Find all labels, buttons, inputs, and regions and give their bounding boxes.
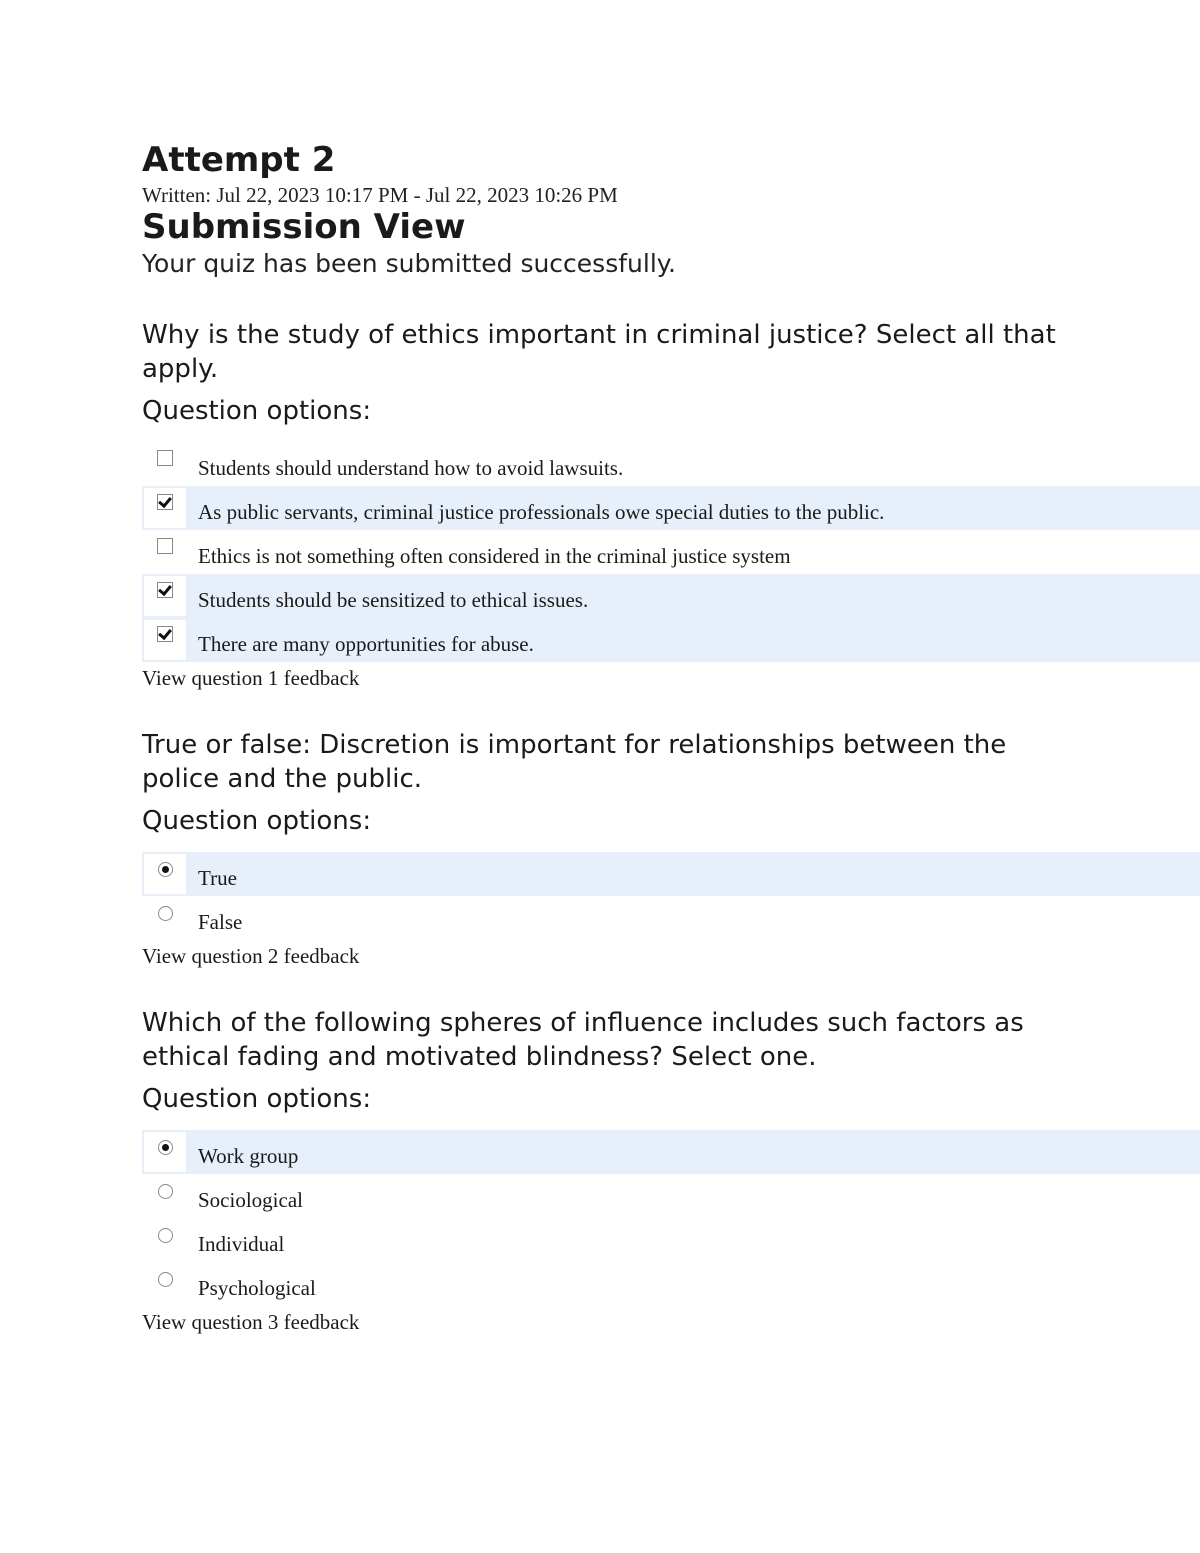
option-item[interactable] [142, 530, 1200, 574]
options-list [142, 852, 1200, 940]
submitted-message: Your quiz has been submitted successfully. [142, 249, 676, 278]
option-item[interactable] [142, 618, 1200, 662]
checkbox-checked[interactable] [157, 582, 173, 598]
option-label: Psychological [198, 1276, 316, 1300]
radio[interactable] [158, 1184, 173, 1199]
view-feedback-link[interactable]: View question 2 feedback [142, 944, 360, 968]
radio[interactable] [158, 906, 173, 921]
question-options-label: Question options: [142, 806, 372, 836]
attempt-title: Attempt 2 [142, 140, 336, 180]
question-2 [142, 728, 1200, 970]
checkbox[interactable] [157, 450, 173, 466]
radio-checked[interactable] [158, 862, 173, 877]
option-label: As public servants, criminal justice professionals owe special duties to the public. [198, 500, 885, 524]
option-label: Students should understand how to avoid lawsuits. [198, 456, 624, 480]
question-text: True or false: Discretion is important for relationships between the police and the public. [142, 730, 1007, 794]
view-feedback-link[interactable]: View question 3 feedback [142, 1310, 360, 1334]
option-item[interactable] [142, 1262, 1200, 1306]
option-item[interactable] [142, 1218, 1200, 1262]
radio[interactable] [158, 1272, 173, 1287]
option-label: True [198, 866, 237, 890]
written-timestamp: Written: Jul 22, 2023 10:17 PM - Jul 22, 2023 10:26 PM [142, 183, 618, 207]
option-label: Sociological [198, 1188, 303, 1212]
checkbox-checked[interactable] [157, 626, 173, 642]
option-item[interactable] [142, 1130, 1200, 1174]
question-1 [142, 318, 1200, 692]
question-options-label: Question options: [142, 1084, 372, 1114]
option-item[interactable] [142, 574, 1200, 618]
options-list [142, 1130, 1200, 1306]
radio[interactable] [158, 1228, 173, 1243]
option-item[interactable] [142, 852, 1200, 896]
option-item[interactable] [142, 486, 1200, 530]
option-item[interactable] [142, 896, 1200, 940]
option-label: False [198, 910, 243, 934]
question-text: Which of the following spheres of influence includes such factors as ethical fading and motivated blindness? Select one. [142, 1008, 1024, 1072]
content [142, 138, 1200, 1336]
option-item[interactable] [142, 442, 1200, 486]
option-label: Work group [198, 1144, 299, 1168]
radio-checked[interactable] [158, 1140, 173, 1155]
checkbox[interactable] [157, 538, 173, 554]
option-item[interactable] [142, 1174, 1200, 1218]
submission-title: Submission View [142, 207, 466, 247]
view-feedback-link[interactable]: View question 1 feedback [142, 666, 360, 690]
option-label: There are many opportunities for abuse. [198, 632, 534, 656]
question-options-label: Question options: [142, 396, 372, 426]
question-3 [142, 1006, 1200, 1336]
option-label: Students should be sensitized to ethical issues. [198, 588, 589, 612]
option-label: Ethics is not something often considered in the criminal justice system [198, 544, 791, 568]
option-label: Individual [198, 1232, 285, 1256]
options-list [142, 442, 1200, 662]
checkbox-checked[interactable] [157, 494, 173, 510]
question-text: Why is the study of ethics important in criminal justice? Select all that apply. [142, 320, 1056, 384]
